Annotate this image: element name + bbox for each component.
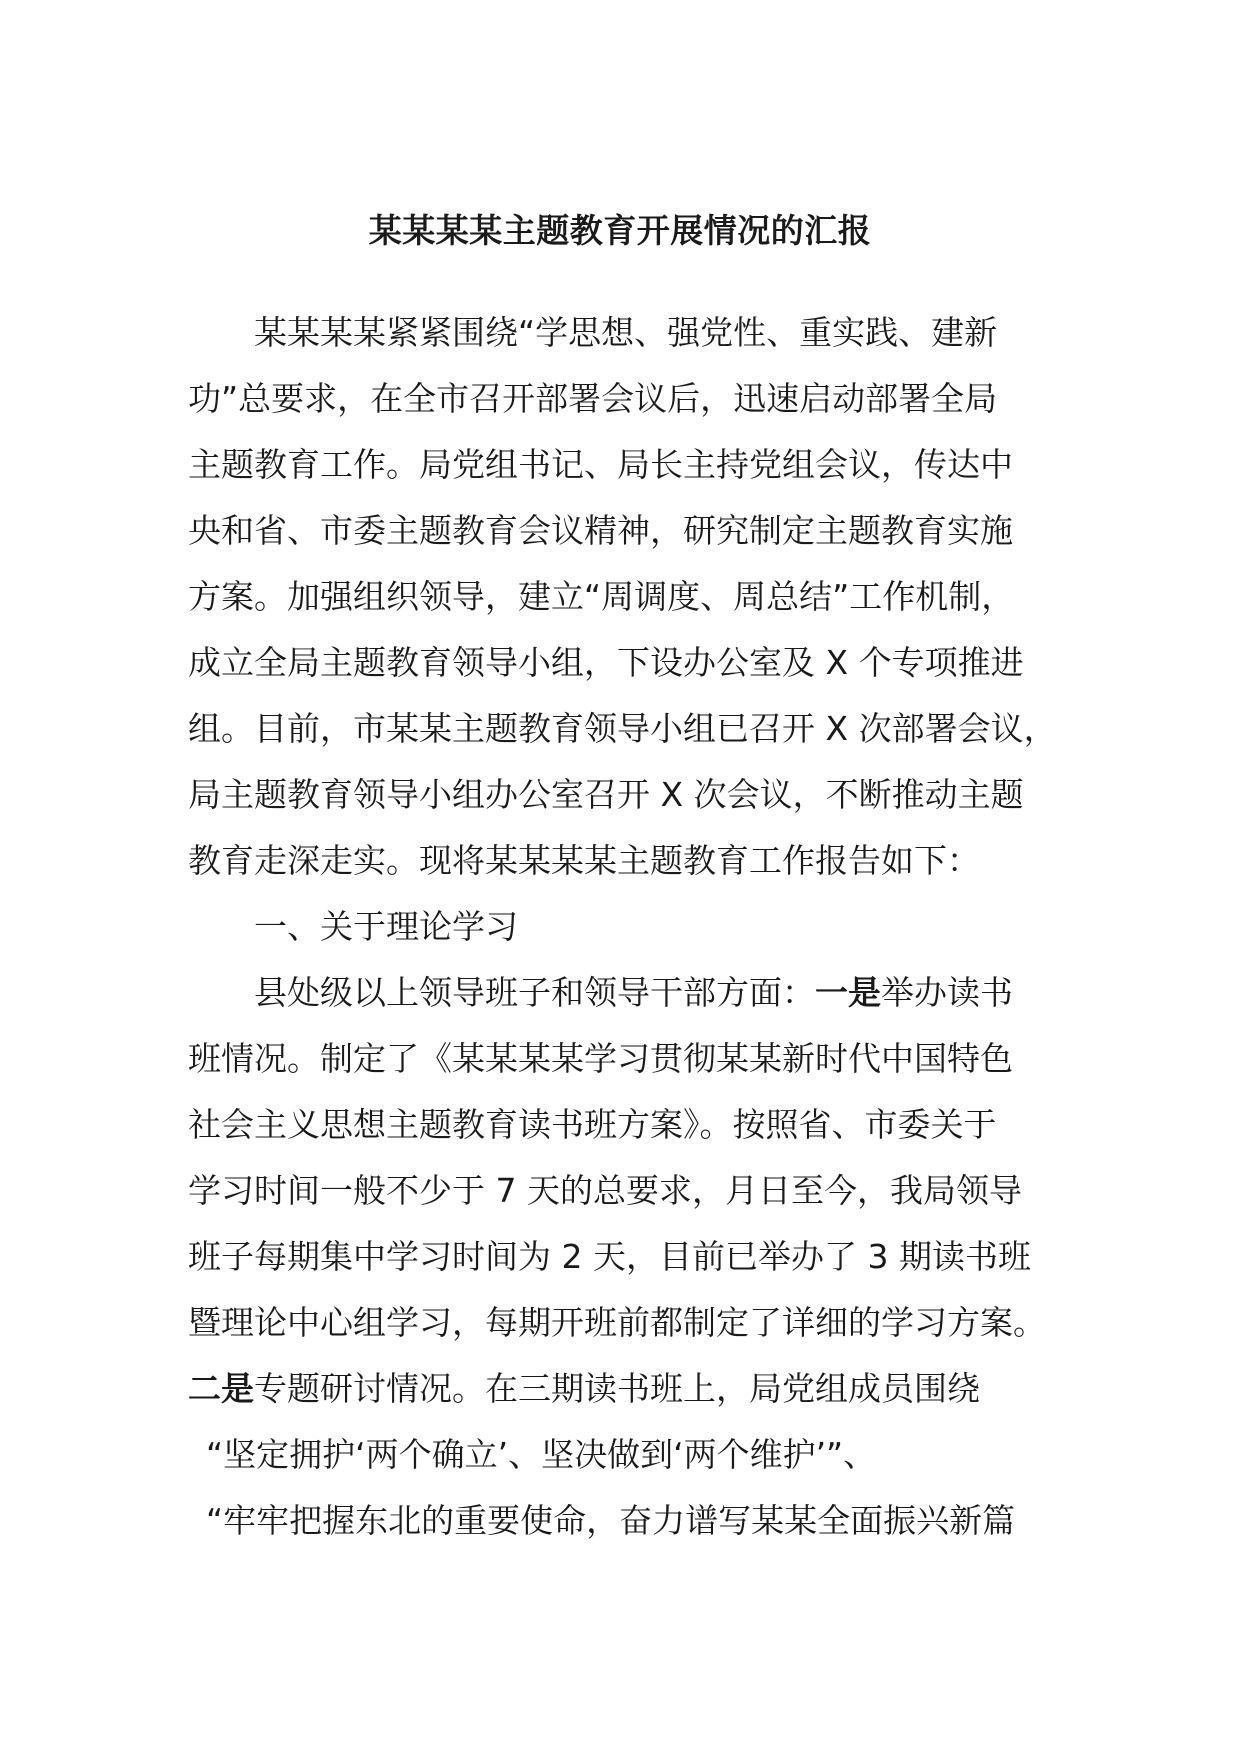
paragraph-line: 班子每期集中学习时间为 2 天，目前已举办了 3 期读书班 [188, 1237, 1031, 1276]
document-body [188, 300, 1068, 1554]
text-run: 举办读书 [881, 973, 1013, 1012]
document-title: 某某某某主题教育开展情况的汇报 [368, 211, 872, 250]
paragraph-line [188, 960, 1068, 1026]
bold-marker: 二是 [188, 1369, 254, 1408]
section-heading: 一、关于理论学习 [254, 907, 518, 946]
paragraph-line: 央和省、市委主题教育会议精神，研究制定主题教育实施 [188, 511, 1013, 550]
paragraph-line [188, 1356, 1068, 1422]
paragraph-line: 学习时间一般不少于 7 天的总要求，月日至今，我局领导 [188, 1171, 1022, 1210]
paragraph-line: 暨理论中心组学习，每期开班前都制定了详细的学习方案。 [188, 1303, 1046, 1342]
paragraph-line: 教育走深走实。现将某某某某主题教育工作报告如下： [188, 841, 980, 880]
bold-marker: 一是 [815, 973, 881, 1012]
paragraph-line: 局主题教育领导小组办公室召开 X 次会议，不断推动主题 [188, 775, 1024, 814]
paragraph-line: 组。目前，市某某主题教育领导小组已召开 X 次部署会议， [188, 709, 1057, 748]
text-run: 专题研讨情况。在三期读书班上，局党组成员围绕 [254, 1369, 980, 1408]
paragraph-line: 方案。加强组织领导，建立“周调度、周总结”工作机制， [188, 577, 1015, 616]
paragraph-line: 成立全局主题教育领导小组，下设办公室及 X 个专项推进 [188, 643, 1024, 682]
paragraph-line: “坚定拥护‘两个确立’、坚决做到‘两个维护’”、 [206, 1435, 877, 1474]
paragraph-line: 主题教育工作。局党组书记、局长主持党组会议，传达中 [188, 445, 1013, 484]
paragraph-line: 班情况。制定了《某某某某学习贯彻某某新时代中国特色 [188, 1039, 1013, 1078]
text-run: 县处级以上领导班子和领导干部方面： [254, 973, 815, 1012]
paragraph-line: 社会主义思想主题教育读书班方案》。按照省、市委关于 [188, 1105, 997, 1144]
paragraph-line: “牢牢把握东北的重要使命，奋力谱写某某全面振兴新篇 [206, 1501, 1016, 1540]
paragraph-line: 某某某某紧紧围绕“学思想、强党性、重实践、建新 [254, 313, 998, 352]
paragraph-line: 功”总要求，在全市召开部署会议后，迅速启动部署全局 [188, 379, 998, 418]
